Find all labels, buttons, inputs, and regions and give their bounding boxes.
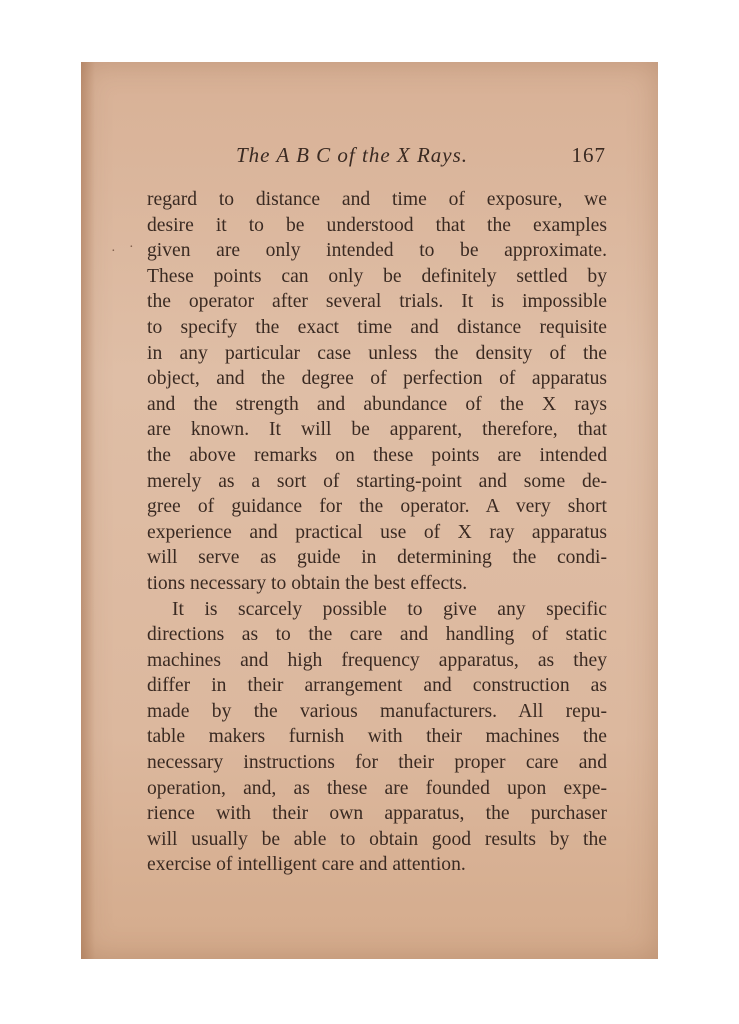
- text-line: operation, and, as these are founded upon expe-: [147, 777, 607, 799]
- text-line: the above remarks on these points are intended: [147, 444, 607, 466]
- text-line: These points can only be definitely settled by: [147, 265, 607, 287]
- text-line: regard to distance and time of exposure, we: [147, 189, 607, 210]
- paragraph-2: [147, 597, 607, 879]
- text-line: necessary instructions for their proper care and: [147, 752, 607, 774]
- text-line: table makers furnish with their machines the: [147, 726, 607, 748]
- text-line: It is scarcely possible to give any specific: [172, 598, 607, 620]
- text-line: given are only intended to be approximate.: [147, 240, 607, 262]
- text-line: the operator after several trials. It is impossible: [147, 291, 607, 313]
- text-line: experience and practical use of X ray apparatus: [147, 521, 607, 543]
- text-line: merely as a sort of starting-point and some de-: [147, 470, 607, 492]
- text-line: and the strength and abundance of the X rays: [147, 393, 607, 415]
- text-line: exercise of intelligent care and attention.: [147, 854, 466, 876]
- text-line: to specify the exact time and distance requisite: [147, 316, 607, 338]
- text-line: gree of guidance for the operator. A very short: [147, 496, 607, 518]
- text-line: tions necessary to obtain the best effects.: [147, 572, 468, 594]
- page-number: 167: [571, 143, 606, 167]
- text-line: will usually be able to obtain good results by the: [147, 828, 607, 850]
- page-header: [236, 143, 606, 173]
- text-line: rience with their own apparatus, the purchaser: [147, 803, 607, 825]
- text-line: machines and high frequency apparatus, as they: [147, 649, 607, 671]
- margin-speck: ·: [129, 240, 134, 255]
- text-line: desire it to be understood that the examples: [147, 214, 607, 236]
- text-line: are known. It will be apparent, therefore, that: [147, 419, 607, 441]
- paragraph-1: [147, 187, 607, 597]
- text-line: differ in their arrangement and construction as: [147, 675, 607, 697]
- margin-speck: ·: [111, 244, 116, 259]
- body-text: [147, 187, 607, 878]
- text-line: made by the various manufacturers. All repu-: [147, 700, 607, 722]
- text-line: directions as to the care and handling of static: [147, 624, 607, 646]
- running-title: The A B C of the X Rays.: [236, 143, 469, 167]
- text-line: object, and the degree of perfection of apparatus: [147, 368, 607, 390]
- text-line: will serve as guide in determining the condi-: [147, 547, 607, 569]
- text-line: in any particular case unless the density of the: [147, 342, 607, 364]
